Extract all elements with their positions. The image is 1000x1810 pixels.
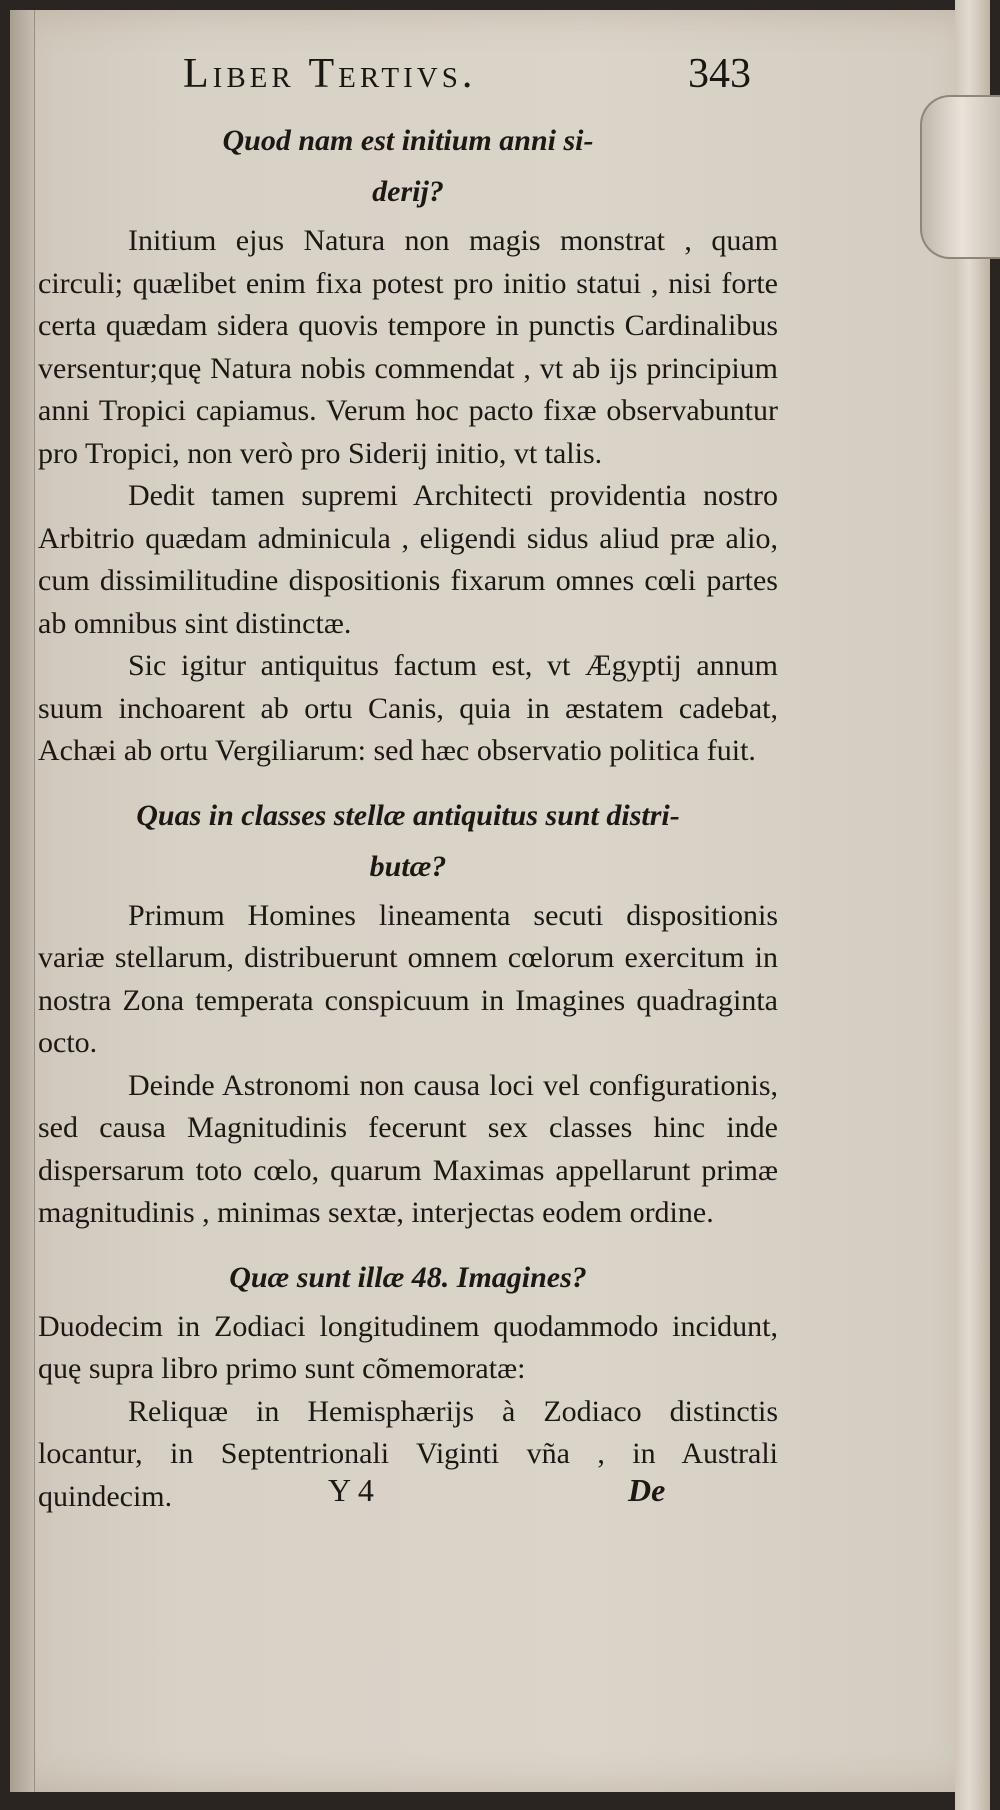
paragraph: Primum Homines lineamenta secuti dispositionis variæ stellarum, distribuerunt omnem cœlorum exercitum in nostra Zona temperata conspicuum in Imagines quadraginta octo. [38,898,778,1059]
page-number: 343 [688,51,751,97]
page-body [38,118,778,1518]
paragraph: Deinde Astronomi non causa loci vel configurationis, sed causa Magnitudinis fecerunt sex classes hinc inde dispersarum toto cœlo, quarum Maximas appellarunt primæ magnitudinis , minimas sextæ, interjectas eodem ordine. [38,1068,778,1229]
page-fore-edge [955,0,990,1810]
question-heading: Quæ sunt illæ 48. Imagines? [229,1260,587,1294]
paragraph: Dedit tamen supremi Architecti providentia nostro Arbitrio quædam adminicula , eligendi sidus aliud præ alio, cum dissimilitudine dispositionis fixarum omnes cœli partes ab omnibus sint distinctæ. [38,479,778,640]
page-footer [38,1472,778,1517]
signature-mark: Y 4 [328,1472,374,1508]
question-heading: butæ? [369,849,447,883]
catchword: De [628,1472,666,1508]
question-heading: derij? [372,175,444,208]
paragraph: Initium ejus Natura non magis monstrat , quam circuli; quælibet enim fixa potest pro initio statui , nisi forte certa quædam sidera quovis tempore in punctis Cardinalibus versentur;quę Natura nobis commendat , vt ab ijs principium anni Tropici capiamus. Verum hoc pacto fixæ observabuntur pro Tropici, non verò pro Siderij initio, vt talis. [38,224,778,470]
paragraph: Sic igitur antiquitus factum est, vt Ægyptij annum suum inchoarent ab ortu Canis, quia in æstatem cadebat, Achæi ab ortu Vergiliarum: sed hæc observatio politica fuit. [38,649,778,767]
paragraph: Reliquæ in Hemisphærijs à Zodiaco distinctis locantur, in Septentrionali Viginti vña , in Australi quindecim. [38,1394,778,1513]
page-header [38,50,778,110]
question-heading: Quod nam est initium anni si- [222,124,594,157]
page-gutter-edge [10,10,35,1792]
question-heading: Quas in classes stellæ antiquitus sunt distri- [136,798,680,832]
running-title: Liber Tertivs. [183,51,477,97]
paragraph: Duodecim in Zodiaci longitudinem quodammodo incidunt, quę supra libro primo sunt cõmemoratæ: [38,1309,778,1385]
page-clip [920,95,1000,259]
